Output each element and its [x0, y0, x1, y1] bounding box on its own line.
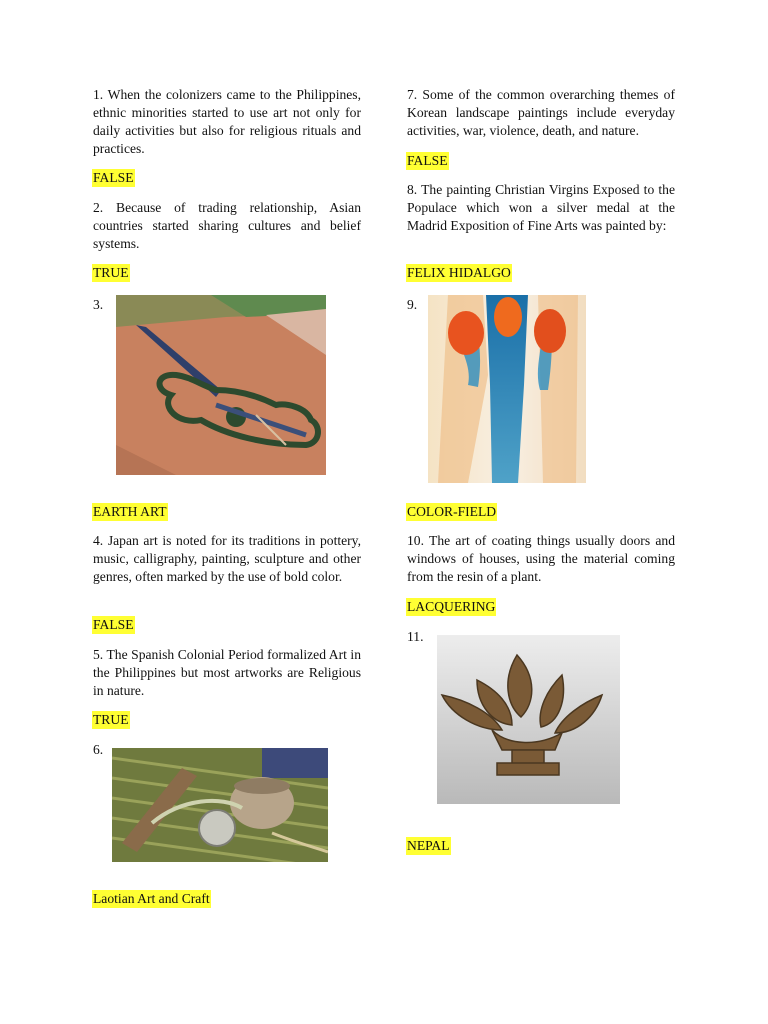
- answer-1: FALSE: [93, 170, 134, 185]
- question-9-number: 9.: [407, 297, 418, 312]
- answer-7: FALSE: [407, 153, 448, 168]
- answer-8: FELIX HIDALGO: [407, 265, 511, 280]
- question-4: 4. Japan art is noted for its traditions in pottery, music, calligraphy, painting, sculpture and other genres, often marked by the use of bold color.: [93, 533, 361, 584]
- answer-10: LACQUERING: [407, 599, 496, 614]
- color-field-painting-image: [428, 295, 586, 483]
- guitar-forest-image: [116, 295, 326, 475]
- answer-9: COLOR-FIELD: [407, 504, 497, 519]
- answer-4: FALSE: [93, 617, 134, 632]
- answer-11: NEPAL: [407, 838, 450, 853]
- question-7: 7. Some of the common overarching themes of Korean landscape paintings include everyday activities, war, violence, death, and nature.: [407, 87, 675, 138]
- question-2: 2. Because of trading relationship, Asian countries started sharing cultures and belief systems.: [93, 200, 361, 251]
- answer-5: TRUE: [93, 712, 129, 727]
- question-5: 5. The Spanish Colonial Period formalized Art in the Philippines but most artworks are Religious in nature.: [93, 647, 361, 698]
- question-3-number: 3.: [93, 297, 104, 312]
- question-8: 8. The painting Christian Virgins Exposed to the Populace which won a silver medal at the Madrid Exposition of Fine Arts was painted by:: [407, 182, 675, 233]
- question-11-number: 11.: [407, 629, 424, 644]
- answer-3: EARTH ART: [93, 504, 167, 519]
- lotus-sculpture-image: [437, 635, 620, 804]
- question-6-number: 6.: [93, 742, 104, 757]
- answer-2: TRUE: [93, 265, 129, 280]
- question-10: 10. The art of coating things usually doors and windows of houses, using the material coming from the resin of a plant.: [407, 533, 675, 584]
- answer-6: Laotian Art and Craft: [93, 891, 210, 906]
- woven-crafts-image: [112, 748, 328, 862]
- question-1: 1. When the colonizers came to the Philippines, ethnic minorities started to use art not only for daily activities but also for religious rituals and practices.: [93, 87, 361, 156]
